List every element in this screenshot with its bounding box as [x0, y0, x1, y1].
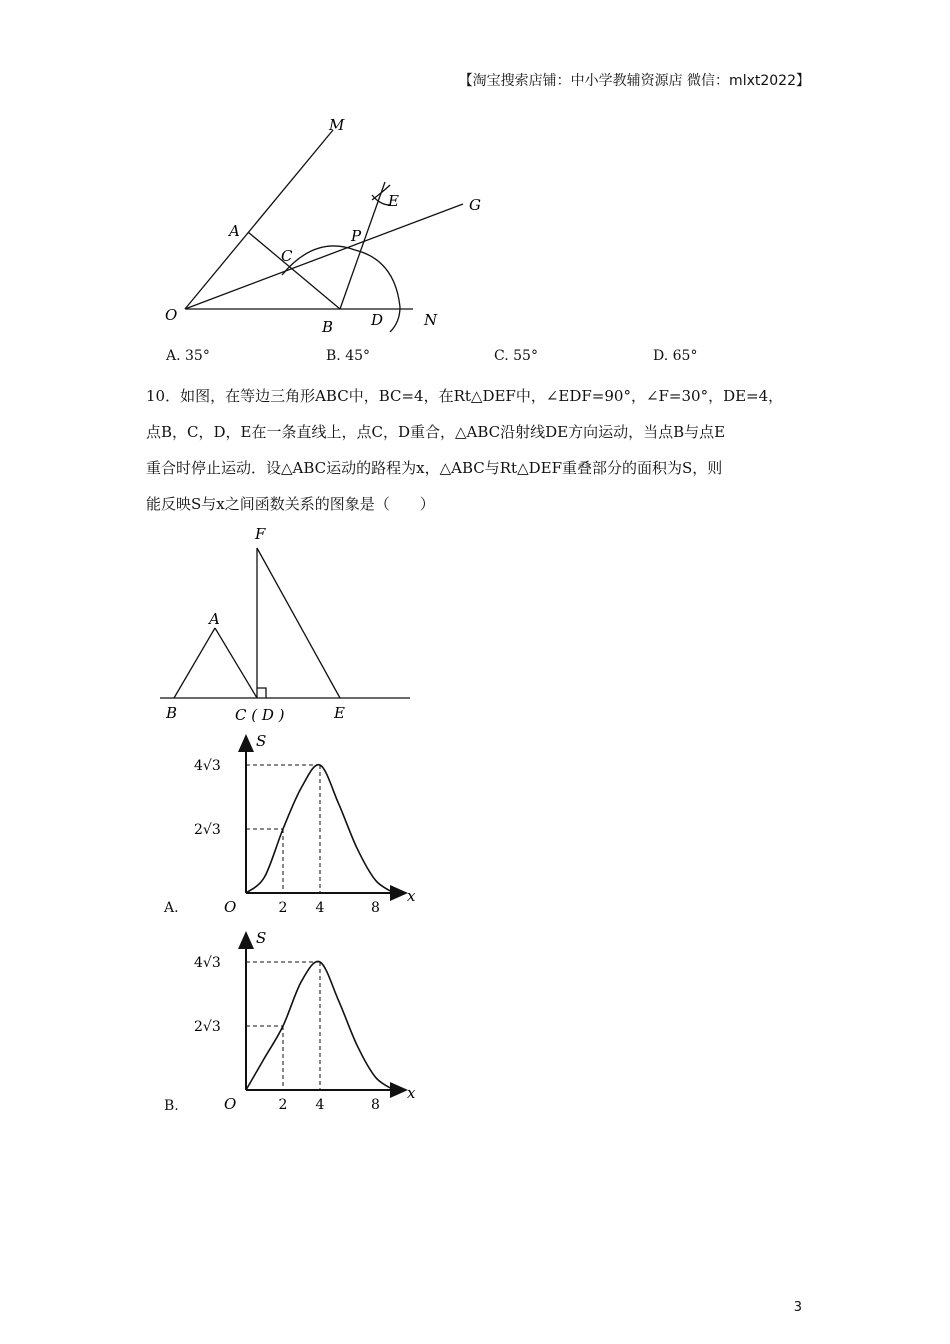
- q10-line-2: 点B，C，D，E在一条直线上，点C，D重合，△ABC沿射线DE方向运动，当点B与点E: [146, 423, 726, 441]
- q9-option-d[interactable]: [653, 348, 697, 364]
- origin-label: O: [224, 898, 237, 916]
- q9-option-c[interactable]: [494, 348, 538, 364]
- label-E: E: [334, 704, 345, 722]
- q10-line-4: 能反映S与x之间函数关系的图象是（ ）: [146, 495, 435, 513]
- ray-OM: [185, 130, 333, 309]
- page-header: 【淘宝搜索店铺：中小学教辅资源店 微信：mlxt2022】: [458, 73, 810, 89]
- graph-a-option-label: A.: [164, 900, 179, 916]
- option-value: 35°: [185, 348, 210, 364]
- side-AC: [215, 628, 257, 698]
- side-FE: [257, 548, 340, 698]
- segment-BP: [340, 196, 380, 309]
- side-BA: [174, 628, 215, 698]
- right-angle-mark: [257, 688, 266, 698]
- option-key: A.: [166, 348, 181, 364]
- label-G: G: [469, 196, 481, 214]
- label-B: B: [322, 318, 334, 336]
- page-number: 3: [793, 1300, 802, 1315]
- y-tick-mid: 2√3: [194, 822, 221, 838]
- label-P: P: [351, 227, 362, 245]
- q10-line-1: [146, 378, 810, 414]
- ray-OG: [185, 204, 463, 309]
- label-C-D: C ( D ): [235, 706, 285, 724]
- label-A: A: [209, 610, 220, 628]
- x-axis-label: x: [407, 1084, 416, 1102]
- origin-label: O: [224, 1095, 237, 1113]
- option-value: 55°: [513, 348, 538, 364]
- label-C: C: [281, 247, 293, 265]
- graph-b-option-label: B.: [164, 1098, 179, 1114]
- x-tick-8: 8: [371, 1097, 380, 1113]
- label-O: O: [165, 306, 178, 324]
- x-tick-4: 4: [315, 900, 325, 916]
- label-E: E: [388, 192, 399, 210]
- segment-AB: [248, 232, 340, 309]
- question-number: 10．: [146, 387, 181, 405]
- y-tick-mid: 2√3: [194, 1019, 221, 1035]
- option-value: 65°: [672, 348, 698, 364]
- x-tick-2: 2: [278, 1097, 288, 1113]
- label-N: N: [424, 311, 438, 329]
- q10-line-1-text: 如图，在等边三角形ABC中，BC=4，在Rt△DEF中，∠EDF=90°，∠F=30°，DE=4，: [180, 387, 784, 405]
- x-tick-4: 4: [315, 1097, 325, 1113]
- option-key: B.: [326, 348, 341, 364]
- q9-option-b[interactable]: [326, 348, 370, 364]
- label-F: F: [255, 525, 266, 543]
- label-B: B: [166, 704, 178, 722]
- y-tick-top: 4√3: [194, 758, 221, 774]
- geometry-figure-q10: [160, 520, 420, 730]
- label-M: M: [329, 116, 345, 134]
- x-tick-8: 8: [371, 900, 380, 916]
- geometry-figure-q9: [150, 110, 500, 340]
- y-axis-label: S: [256, 929, 267, 947]
- q10-text: [146, 378, 810, 522]
- graph-option-a[interactable]: [188, 728, 428, 918]
- x-tick-2: 2: [278, 900, 288, 916]
- y-axis-label: S: [256, 732, 267, 750]
- label-A: A: [229, 222, 240, 240]
- label-D: D: [371, 311, 384, 329]
- q9-option-a[interactable]: [166, 348, 210, 364]
- q10-line-3: 重合时停止运动．设△ABC运动的路程为x，△ABC与Rt△DEF重叠部分的面积为S，则: [146, 459, 723, 477]
- x-axis-label: x: [407, 887, 416, 905]
- graph-option-b[interactable]: [188, 925, 428, 1115]
- option-key: C.: [494, 348, 509, 364]
- y-tick-top: 4√3: [194, 955, 221, 971]
- option-key: D.: [653, 348, 669, 364]
- option-value: 45°: [345, 348, 371, 364]
